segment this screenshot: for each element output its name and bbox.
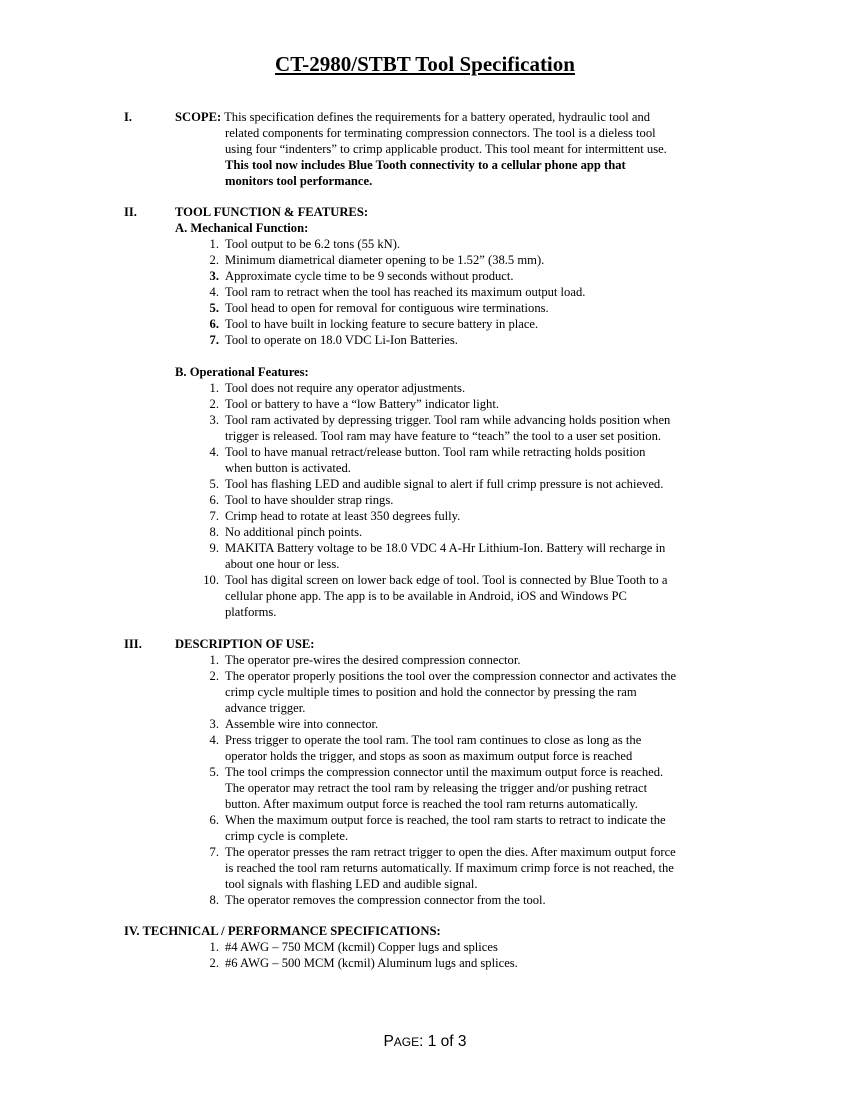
item-text-line: Tool does not require any operator adjustments. bbox=[225, 381, 466, 395]
list-item bbox=[199, 764, 729, 812]
item-text-line: Tool ram to retract when the tool has reached its maximum output load. bbox=[225, 285, 586, 299]
item-number: 1. bbox=[209, 940, 219, 954]
section-heading: TOOL FUNCTION & FEATURES: bbox=[175, 205, 369, 219]
item-number: 9. bbox=[209, 541, 219, 555]
item-text-line: No additional pinch points. bbox=[225, 525, 363, 539]
item-text-line: trigger is released. Tool ram may have feature to “teach” the tool to a user set position. bbox=[225, 429, 662, 443]
item-text-line: Assemble wire into connector. bbox=[225, 717, 379, 731]
item-text-line: Tool to operate on 18.0 VDC Li-Ion Batteries. bbox=[225, 333, 458, 347]
item-text-line: operator holds the trigger, and stops as soon as maximum output force is reached bbox=[225, 749, 633, 763]
item-text-line: The tool crimps the compression connector until the maximum output force is reached. bbox=[225, 765, 664, 779]
item-text-line: crimp cycle multiple times to position and hold the connector by pressing the ram bbox=[225, 685, 637, 699]
item-text-line: is reached the tool ram returns automatically. If maximum crimp force is not reached, the bbox=[225, 861, 674, 875]
scope-text bbox=[175, 109, 725, 189]
item-text-line: MAKITA Battery voltage to be 18.0 VDC 4 A-Hr Lithium-Ion. Battery will recharge in bbox=[225, 541, 666, 555]
scope-first-line: This specification defines the requirements for a battery operated, hydraulic tool and bbox=[224, 110, 651, 124]
scope-line: using four “indenters” to crimp applicable product. This tool meant for intermittent use. bbox=[225, 142, 667, 156]
item-number: 5. bbox=[209, 765, 219, 779]
list-item bbox=[199, 939, 729, 955]
item-text-line: When the maximum output force is reached, the tool ram starts to retract to indicate the bbox=[225, 813, 666, 827]
item-text-line: The operator may retract the tool ram by releasing the trigger and/or pushing retract bbox=[225, 781, 648, 795]
item-number: 1. bbox=[209, 381, 219, 395]
scope-bold-line: This tool now includes Blue Tooth connectivity to a cellular phone app that bbox=[225, 158, 626, 172]
item-number: 6. bbox=[209, 813, 219, 827]
item-number: 6. bbox=[209, 317, 219, 331]
item-number: 2. bbox=[209, 397, 219, 411]
item-text-line: Press trigger to operate the tool ram. The tool ram continues to close as long as the bbox=[225, 733, 642, 747]
section-technical-heading: IV. TECHNICAL / PERFORMANCE SPECIFICATIONS: bbox=[124, 924, 441, 938]
list-item bbox=[199, 476, 729, 492]
scope-line: related components for terminating compression connectors. The tool is a dieless tool bbox=[225, 126, 656, 140]
item-text-line: The operator removes the compression connector from the tool. bbox=[225, 893, 546, 907]
document-title: CT-2980/STBT Tool Specification bbox=[275, 52, 575, 76]
item-text-line: Tool output to be 6.2 tons (55 kN). bbox=[225, 237, 401, 251]
item-text-line: Tool to have built in locking feature to secure battery in place. bbox=[225, 317, 539, 331]
item-number: 6. bbox=[209, 493, 219, 507]
item-number: 3. bbox=[209, 269, 219, 283]
list-item bbox=[199, 380, 729, 396]
list-item bbox=[199, 540, 729, 572]
list-item bbox=[199, 332, 729, 348]
item-text-line: Tool to have shoulder strap rings. bbox=[225, 493, 394, 507]
item-number: 10. bbox=[203, 573, 219, 587]
page-footer: PAGE: 1 of 3 bbox=[383, 1033, 467, 1050]
list-item bbox=[199, 316, 729, 332]
list-item bbox=[199, 524, 729, 540]
item-text-line: Crimp head to rotate at least 350 degrees fully. bbox=[225, 509, 461, 523]
item-text-line: Tool to have manual retract/release button. Tool ram while retracting holds position bbox=[225, 445, 646, 459]
item-text-line: Tool ram activated by depressing trigger. Tool ram while advancing holds position when bbox=[225, 413, 671, 427]
item-text-line: tool signals with flashing LED and audible signal. bbox=[225, 877, 478, 891]
list-item bbox=[199, 892, 729, 908]
subsection-heading-mechanical: A. Mechanical Function: bbox=[175, 221, 309, 235]
item-number: 8. bbox=[209, 525, 219, 539]
item-number: 8. bbox=[209, 893, 219, 907]
list-item bbox=[199, 508, 729, 524]
list-item bbox=[199, 492, 729, 508]
list-item bbox=[199, 300, 729, 316]
item-text-line: The operator properly positions the tool over the compression connector and activates the bbox=[225, 669, 677, 683]
list-item bbox=[199, 412, 729, 444]
item-number: 7. bbox=[209, 845, 219, 859]
mechanical-list bbox=[199, 236, 729, 348]
item-number: 2. bbox=[209, 956, 219, 970]
section-numeral: II. bbox=[124, 205, 137, 219]
list-item bbox=[199, 844, 729, 892]
list-item bbox=[199, 252, 729, 268]
scope-label: SCOPE: bbox=[175, 110, 222, 124]
item-number: 7. bbox=[209, 509, 219, 523]
item-text-line: advance trigger. bbox=[225, 701, 306, 715]
item-text-line: #4 AWG – 750 MCM (kcmil) Copper lugs and splices bbox=[225, 940, 498, 954]
item-text-line: Tool has flashing LED and audible signal to alert if full crimp pressure is not achieved. bbox=[225, 477, 664, 491]
item-text-line: Tool has digital screen on lower back edge of tool. Tool is connected by Blue Tooth to a bbox=[225, 573, 668, 587]
item-text-line: when button is activated. bbox=[225, 461, 351, 475]
list-item bbox=[199, 652, 729, 668]
item-number: 3. bbox=[209, 413, 219, 427]
list-item bbox=[199, 268, 729, 284]
list-item bbox=[199, 716, 729, 732]
item-text-line: platforms. bbox=[225, 605, 277, 619]
item-number: 4. bbox=[209, 445, 219, 459]
item-number: 4. bbox=[209, 285, 219, 299]
scope-bold-line: monitors tool performance. bbox=[225, 174, 373, 188]
section-numeral: III. bbox=[124, 637, 142, 651]
item-text-line: Tool or battery to have a “low Battery” indicator light. bbox=[225, 397, 499, 411]
list-item bbox=[199, 444, 729, 476]
item-number: 5. bbox=[209, 477, 219, 491]
item-number: 2. bbox=[209, 669, 219, 683]
item-number: 5. bbox=[209, 301, 219, 315]
item-text-line: Tool head to open for removal for contiguous wire terminations. bbox=[225, 301, 549, 315]
list-item bbox=[199, 284, 729, 300]
item-text-line: The operator pre-wires the desired compression connector. bbox=[225, 653, 521, 667]
list-item bbox=[199, 812, 729, 844]
item-text-line: about one hour or less. bbox=[225, 557, 340, 571]
item-text-line: Minimum diametrical diameter opening to be 1.52” (38.5 mm). bbox=[225, 253, 545, 267]
item-number: 2. bbox=[209, 253, 219, 267]
list-item bbox=[199, 732, 729, 764]
technical-list bbox=[199, 939, 729, 971]
list-item bbox=[199, 572, 729, 620]
item-number: 1. bbox=[209, 237, 219, 251]
section-heading: DESCRIPTION OF USE: bbox=[175, 637, 315, 651]
section-numeral: I. bbox=[124, 110, 133, 124]
item-number: 7. bbox=[209, 333, 219, 347]
item-text-line: Approximate cycle time to be 9 seconds without product. bbox=[225, 269, 514, 283]
list-item bbox=[199, 955, 729, 971]
subsection-heading-operational: B. Operational Features: bbox=[175, 365, 309, 379]
list-item bbox=[199, 236, 729, 252]
description-list bbox=[199, 652, 729, 908]
item-text-line: button. After maximum output force is reached the tool ram returns automatically. bbox=[225, 797, 638, 811]
item-text-line: #6 AWG – 500 MCM (kcmil) Aluminum lugs and splices. bbox=[225, 956, 518, 970]
item-number: 3. bbox=[209, 717, 219, 731]
item-text-line: cellular phone app. The app is to be available in Android, iOS and Windows PC bbox=[225, 589, 627, 603]
operational-list bbox=[199, 380, 729, 620]
list-item bbox=[199, 396, 729, 412]
item-number: 4. bbox=[209, 733, 219, 747]
list-item bbox=[199, 668, 729, 716]
item-number: 1. bbox=[209, 653, 219, 667]
item-text-line: The operator presses the ram retract trigger to open the dies. After maximum output force bbox=[225, 845, 676, 859]
item-text-line: crimp cycle is complete. bbox=[225, 829, 349, 843]
